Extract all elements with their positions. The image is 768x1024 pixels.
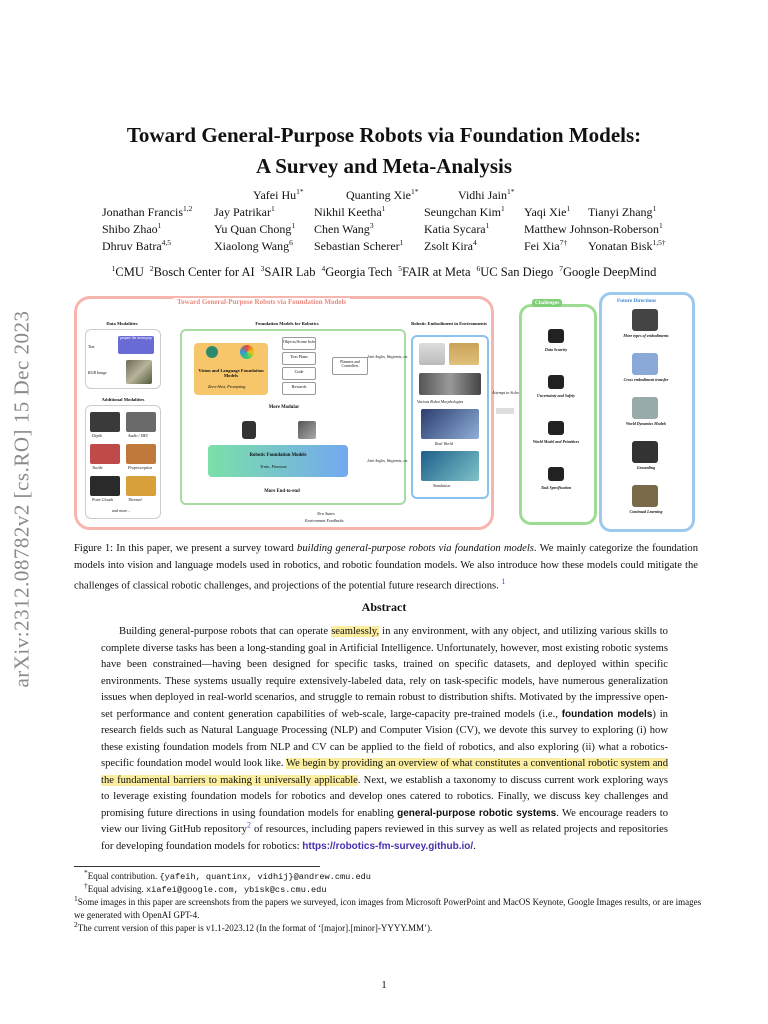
author <box>458 187 514 204</box>
paper-title <box>0 120 768 182</box>
future-icon <box>632 397 658 419</box>
attempt-label: Attempt to Solve <box>492 390 520 395</box>
modality-label: Depth <box>92 433 102 438</box>
real-world-image <box>421 409 479 439</box>
affiliation-name: FAIR at Meta <box>402 265 471 279</box>
author-affiliation-sup: 1 <box>157 221 162 230</box>
fm-for-robotics-heading: Foundation Models for Robotics <box>255 321 319 326</box>
author <box>424 204 505 221</box>
future-panel <box>599 292 695 532</box>
author-affiliation-sup: 1 <box>652 204 657 213</box>
author-name: Quanting Xie <box>346 188 411 202</box>
caption-rest: . We mainly categorize the foundation models into vision and language models used in robotics, and robotic foundation models. We also introduce how these models could mitigate the challenges of classical robotic challenges, and projections of the potential future research directions. <box>74 543 698 592</box>
github-link[interactable]: https://robotics-fm-survey.github.io/ <box>302 840 474 852</box>
footnote-rule <box>74 866 320 867</box>
rgb-image <box>126 360 152 384</box>
planners-chip: Planners and Controllers <box>332 357 368 375</box>
author-name: Jay Patrikar <box>214 205 271 219</box>
author-affiliation-sup: 1 <box>270 204 275 213</box>
author-name: Yu Quan Chong <box>214 222 292 236</box>
author-list <box>0 187 768 257</box>
affiliation-name: SAIR Lab <box>264 265 316 279</box>
author <box>524 221 663 238</box>
author <box>314 221 374 238</box>
author-name: Zsolt Kira <box>424 239 473 253</box>
abstract-text-6: of resources, including papers reviewed in this survey as well as related projects and repositories for developing foundation models for robotics: <box>101 824 668 852</box>
challenge-icon <box>548 467 564 481</box>
affiliation-name: CMU <box>115 265 144 279</box>
challenge-icon <box>548 421 564 435</box>
author-affiliation-sup: 1 <box>566 204 571 213</box>
challenges-title: Challenges <box>532 299 562 307</box>
affiliations <box>0 265 768 280</box>
figure-1 <box>74 290 694 536</box>
bold-general-purpose: general-purpose robotic systems <box>397 807 557 819</box>
modality-image <box>126 476 156 496</box>
affiliation <box>559 265 656 279</box>
data-modalities-heading: Data Modalities <box>106 321 138 326</box>
simulation-label: Simulation <box>433 483 451 488</box>
author-affiliation-sup: 1* <box>296 187 304 196</box>
future-icon <box>632 353 658 375</box>
future-label: Cross embodiment transfer <box>623 377 669 382</box>
embodiment-box <box>411 335 489 499</box>
future-icon <box>632 309 658 331</box>
author <box>253 187 304 204</box>
caption-italic: building general-purpose robots via foundation models <box>297 543 534 554</box>
author <box>588 238 666 255</box>
modality-image <box>126 412 156 432</box>
quadruped-image <box>449 343 479 365</box>
footnote-1: $^1$Some images in this paper are screenshots from the papers we surveyed, icon images from Microsoft PowerPoint and MacOS Keynote, Google Images results, or are images we generated with OpenAI GPT-4. <box>74 894 702 920</box>
author <box>424 221 489 238</box>
author-name: Jonathan Francis <box>102 205 183 219</box>
humanoid-image <box>419 343 445 365</box>
future-label: World Dynamics Models <box>625 421 667 426</box>
text-prompt: prepare the steam pop <box>118 336 154 354</box>
affiliation <box>112 265 144 279</box>
author-affiliation-sup: 1 <box>381 204 386 213</box>
real-world-label: Real World <box>435 441 453 446</box>
author-affiliation-sup: 1 <box>501 204 505 213</box>
affiliation-sup: 2 <box>149 263 154 273</box>
affiliation <box>398 265 470 279</box>
bold-foundation-models: foundation models <box>561 708 653 720</box>
author-affiliation-sup: 1 <box>659 221 663 230</box>
highlight-2: We begin by providing an overview of what constitutes a conventional robotic system and the fundamental barriers to making it universally applicable <box>101 758 668 786</box>
author-affiliation-sup: 4 <box>473 238 477 247</box>
main-panel <box>74 296 494 530</box>
equal-emails: {yafeih, quantinx, vidhij}@andrew.cmu.edu <box>159 872 371 882</box>
author-name: Katia Sycara <box>424 222 486 236</box>
challenge-label: Data Scarcity <box>544 347 568 352</box>
footnote-2-ref[interactable]: 2 <box>246 820 251 830</box>
caption-prefix: Figure 1: In this paper, we present a survey toward <box>74 543 298 554</box>
challenges-panel <box>519 300 597 525</box>
author-affiliation-sup: 1,5† <box>652 238 666 247</box>
attempt-arrow <box>496 408 514 414</box>
footnote-advising: †Equal advising. xiafei@google.com, ybisk@cs.cmu.edu <box>84 881 327 895</box>
author <box>524 204 570 221</box>
footnote-2-text: The current version of this paper is v1.1-2023.12 (In the format of ‘[major].[minor]-YYYY.MM’). <box>77 923 433 933</box>
author <box>102 238 171 255</box>
robot-arm-icon <box>298 421 316 439</box>
affiliation <box>477 265 554 279</box>
challenge-icon <box>548 329 564 343</box>
page-number: 1 <box>381 979 387 991</box>
additional-modalities-box <box>85 405 161 519</box>
affiliation-sup: 4 <box>321 263 326 273</box>
author-name: Fei Xia <box>524 239 560 253</box>
abstract-text-1: Building general-purpose robots that can operate <box>119 626 332 637</box>
affiliation-name: UC San Diego <box>480 265 554 279</box>
author <box>214 204 275 221</box>
challenge-label: World Model and Primitives <box>532 439 580 444</box>
author-affiliation-sup: 1 <box>291 221 296 230</box>
author <box>102 221 161 238</box>
author-name: Nikhil Keetha <box>314 205 382 219</box>
author <box>524 238 567 255</box>
simulation-image <box>421 451 479 481</box>
author-affiliation-sup: 4,5 <box>161 238 172 247</box>
future-label: More types of embodiments <box>623 333 669 338</box>
abstract-text-5: . We encourage readers to view our living GitHub repository <box>101 807 668 835</box>
modality-image <box>90 444 120 464</box>
abstract-heading: Abstract <box>361 600 407 614</box>
author-name: Matthew Johnson-Roberson <box>524 222 659 236</box>
modality-label: Point Clouds <box>92 497 114 502</box>
author-affiliation-sup: 1* <box>411 187 419 196</box>
author <box>214 221 295 238</box>
rgb-label: RGB Image <box>88 370 107 375</box>
author <box>314 238 403 255</box>
abstract-text-2: in any environment, with any object, and utilizing various skills to complete diverse tasks has been a long-standing goal in Artificial Intelligence. Unfortunately, however, most existing robotic systems have been constrained—having been designed for specific tasks, trained on specific datasets, and deployed within specific environments. These systems usually require extensively-labeled data, rely on task-specific models, have numerous generalization issues when deployed in real-world scenarios, and struggle to remain robust to distribution shifts. Motivated by the impressive open-set performance and content generation capabilities of web-scale, large-capacity pre-trained models (i.e., <box>101 626 668 720</box>
future-title: Future Directions <box>617 298 657 304</box>
affiliation-name: Bosch Center for AI <box>153 265 255 279</box>
fm-output-chip: Text Plans <box>282 352 316 365</box>
author-name: Chen Wang <box>314 222 370 236</box>
fm-output-chip: Code <box>282 367 316 380</box>
author <box>424 238 477 255</box>
embodiment-heading: Robotic Embodiment in Environments <box>411 321 487 326</box>
arxiv-stamp <box>4 268 40 730</box>
author-name: Vidhi Jain <box>458 188 507 202</box>
author-name: Seungchan Kim <box>424 205 501 219</box>
author-affiliation-sup: 1* <box>506 187 515 196</box>
highlight-1: seamlessly, <box>331 626 380 637</box>
affiliation <box>150 265 255 279</box>
figure-caption <box>74 541 698 595</box>
fm-output-chip: Objects/Scene Info <box>282 337 316 350</box>
challenge-icon <box>548 375 564 389</box>
affiliation <box>261 265 316 279</box>
author-affiliation-sup: 1,2 <box>182 204 193 213</box>
affiliation-sup: 1 <box>111 263 116 273</box>
author-name: Sebastian Scherer <box>314 239 400 253</box>
caption-footnote-ref[interactable]: 1 <box>501 577 506 586</box>
author-name: Xiaolong Wang <box>214 239 290 253</box>
various-morph-label: Various Robot Morphologies <box>417 399 464 404</box>
modality-image <box>90 412 120 432</box>
affiliation-name: Google DeepMind <box>562 265 657 279</box>
affiliation-name: Georgia Tech <box>325 265 393 279</box>
abstract-text-7: . <box>473 840 476 852</box>
author <box>588 204 656 221</box>
title-line-2: A Survey and Meta-Analysis <box>255 154 513 178</box>
author <box>314 204 385 221</box>
affiliation-sup: 6 <box>476 263 481 273</box>
abstract-body <box>101 624 668 855</box>
affiliation-sup: 3 <box>260 263 265 273</box>
joint-angles-top: Joint Angles, Waypoints, etc. <box>367 355 409 359</box>
equal-label: Equal contribution. <box>87 871 158 881</box>
modality-image <box>90 476 120 496</box>
fm-output-chip: Rewards <box>282 382 316 395</box>
modality-label: Audio / IMU <box>128 433 149 438</box>
vlfm-box <box>194 343 268 395</box>
robot-icon <box>242 421 256 439</box>
modality-label: Tactile <box>92 465 103 470</box>
advising-label: Equal advising. <box>87 884 144 894</box>
author-affiliation-sup: 3 <box>369 221 374 230</box>
author-affiliation-sup: 1 <box>485 221 490 230</box>
vlfm-label: Vision and Language Foundation Models <box>198 368 264 378</box>
affiliation-sup: 7 <box>559 263 563 273</box>
abstract-text-4: . Next, we establish a taxonomy to discuss current work exploring ways to leverage existing foundation models for robotics and develop ones catered to robotics. Finally, we discuss key challenges and promising future directions in using foundation models for enabling <box>101 774 668 819</box>
author-affiliation-sup: 7† <box>559 238 568 247</box>
title-line-1: Toward General-Purpose Robots via Foundation Models: <box>126 123 642 147</box>
author-name: Shibo Zhao <box>102 222 158 236</box>
challenge-label: Uncertainty and Safety <box>537 393 575 398</box>
author-name: Yonatan Bisk <box>588 239 653 253</box>
author <box>214 238 293 255</box>
text-label: Text <box>88 344 95 349</box>
robots-image <box>419 373 481 395</box>
author-affiliation-sup: 1 <box>399 238 404 247</box>
rfm-label: Robotic Foundation Models <box>249 453 307 458</box>
footnote-2: $^2$The current version of this paper is v1.1-2023.12 (In the format of ‘[major].[minor]-YYYY.MM’). <box>74 920 433 933</box>
more-end-to-end-label: More End-to-end <box>264 489 300 494</box>
challenge-label: Task Specification <box>540 485 572 490</box>
author-name: Tianyi Zhang <box>588 205 653 219</box>
future-label: Grounding <box>636 465 656 470</box>
affiliation-sup: 5 <box>398 263 403 273</box>
footnote-1-text: Some images in this paper are screenshots from the papers we surveyed, icon images from Microsoft PowerPoint and MacOS Keynote, Google Images results, or are images we generated with OpenAI GPT-4. <box>74 897 702 920</box>
author <box>102 204 192 221</box>
additional-modalities-heading: Additional Modalities <box>101 397 145 402</box>
arxiv-stamp-text: arXiv:2312.08782v2 [cs.RO] 15 Dec 2023 <box>9 310 34 688</box>
footnote-equal: *Equal contribution. {yafeih, quantinx, vidhij}@andrew.cmu.edu <box>84 868 371 882</box>
palm-icon <box>240 345 254 359</box>
future-icon <box>632 485 658 507</box>
env-feedback-label: Environment Feedbacks <box>305 518 344 523</box>
more-modular-label: More Modular <box>268 405 300 410</box>
main-panel-title: Toward General-Purpose Robots via Foundation Models <box>173 298 350 306</box>
rfm-box <box>208 445 348 477</box>
author-name: Dhruv Batra <box>102 239 162 253</box>
modality-label: Proprioception <box>128 465 153 470</box>
and-more-label: and more... <box>112 508 131 513</box>
data-modalities-box <box>85 329 161 389</box>
zero-shot-label: Zero-Shot, Prompting <box>208 384 246 389</box>
author-name: Yafei Hu <box>253 188 297 202</box>
advising-emails: xiafei@google.com, ybisk@cs.cmu.edu <box>146 885 327 895</box>
future-icon <box>632 441 658 463</box>
affiliation <box>321 265 392 279</box>
new-states-label: New States <box>317 511 335 516</box>
author-name: Yaqi Xie <box>524 205 567 219</box>
author-affiliation-sup: 6 <box>289 238 293 247</box>
author <box>346 187 419 204</box>
train-finetune-label: Train, Finetune <box>260 464 287 469</box>
abstract-text-3: ) in research fields such as Natural Language Processing (NLP) and Computer Vision (CV), we devote this survey to exploring (i) how these existing foundation models from NLP and CV can be applied to the field of robotics, and also exploring (ii) what a robotics-specific foundation model would look like. <box>101 708 668 769</box>
modality-label: Thermal <box>128 497 142 502</box>
modality-image <box>126 444 156 464</box>
openai-icon <box>206 346 218 358</box>
future-label: Continual Learning <box>629 509 663 514</box>
joint-angles-bottom: Joint Angles, Waypoints, etc. <box>367 459 409 463</box>
